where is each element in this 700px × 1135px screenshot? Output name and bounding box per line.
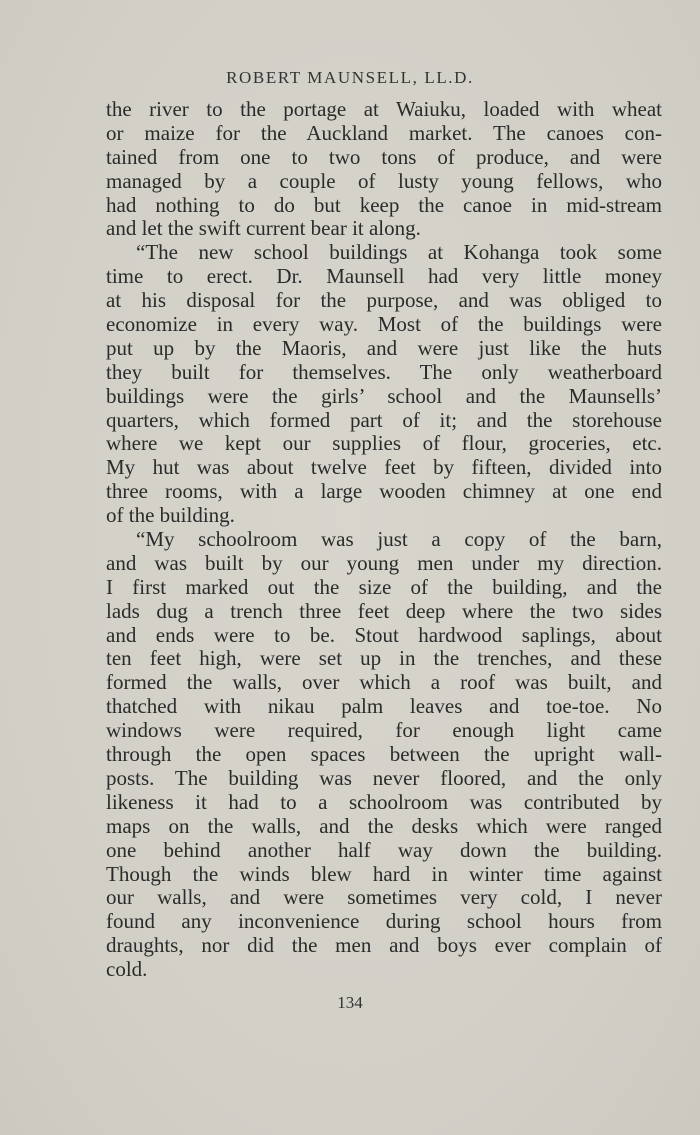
text-line: through the open spaces between the upright wall- (106, 742, 662, 767)
text-line: “My schoolroom was just a copy of the barn, (136, 527, 662, 552)
page-number: 134 (337, 993, 363, 1012)
text-line: managed by a couple of lusty young fellows, who (106, 168, 662, 193)
text-line: I first marked out the size of the building, and the (106, 574, 662, 599)
text-line: lads dug a trench three feet deep where the two sides (106, 598, 662, 623)
text-line: had nothing to do but keep the canoe in mid-stream (106, 192, 662, 217)
text-line: economize in every way. Most of the buildings were (106, 312, 662, 337)
text-line: time to erect. Dr. Maunsell had very little money (106, 264, 662, 289)
body-text (106, 98, 662, 982)
text-line: the river to the portage at Waiuku, loaded with wheat (106, 97, 662, 121)
text-line: windows were required, for enough light came (106, 718, 662, 743)
text-line: and let the swift current bear it along. (106, 216, 421, 241)
text-line: one behind another half way down the building. (106, 837, 662, 862)
text-line: or maize for the Auckland market. The canoes con- (106, 120, 662, 145)
text-line: quarters, which formed part of it; and the storehouse (106, 407, 662, 432)
text-line: My hut was about twelve feet by fifteen, divided into (106, 455, 662, 480)
text-line: where we kept our supplies of flour, groceries, etc. (106, 431, 662, 456)
text-line: at his disposal for the purpose, and was obliged to (106, 288, 662, 313)
text-line: and ends were to be. Stout hardwood saplings, about (106, 622, 662, 647)
text-line: our walls, and were sometimes very cold, I never (106, 885, 662, 910)
text-line: likeness it had to a schoolroom was contributed by (106, 789, 662, 814)
text-line: thatched with nikau palm leaves and toe-toe. No (106, 694, 662, 719)
text-line: draughts, nor did the men and boys ever complain of (106, 933, 662, 958)
text-line: and was built by our young men under my direction. (106, 550, 662, 575)
text-line: ten feet high, were set up in the trenches, and these (106, 646, 662, 671)
text-line: found any inconvenience during school hours from (106, 909, 662, 934)
text-line: tained from one to two tons of produce, and were (106, 144, 662, 169)
text-line: put up by the Maoris, and were just like the huts (106, 335, 662, 360)
text-line: buildings were the girls’ school and the Maunsells’ (106, 383, 662, 408)
text-line: maps on the walls, and the desks which were ranged (106, 813, 662, 838)
text-line: cold. (106, 957, 148, 982)
text-line: posts. The building was never floored, and the only (106, 765, 662, 790)
text-line: “The new school buildings at Kohanga took some (136, 240, 662, 265)
text-line: formed the walls, over which a roof was built, and (106, 670, 662, 695)
running-title: ROBERT MAUNSELL, LL.D. (226, 68, 474, 87)
text-line: three rooms, with a large wooden chimney at one end (106, 479, 662, 504)
text-line: they built for themselves. The only weatherboard (106, 359, 662, 384)
text-line: of the building. (106, 503, 235, 528)
text-line: Though the winds blew hard in winter time against (106, 861, 662, 886)
